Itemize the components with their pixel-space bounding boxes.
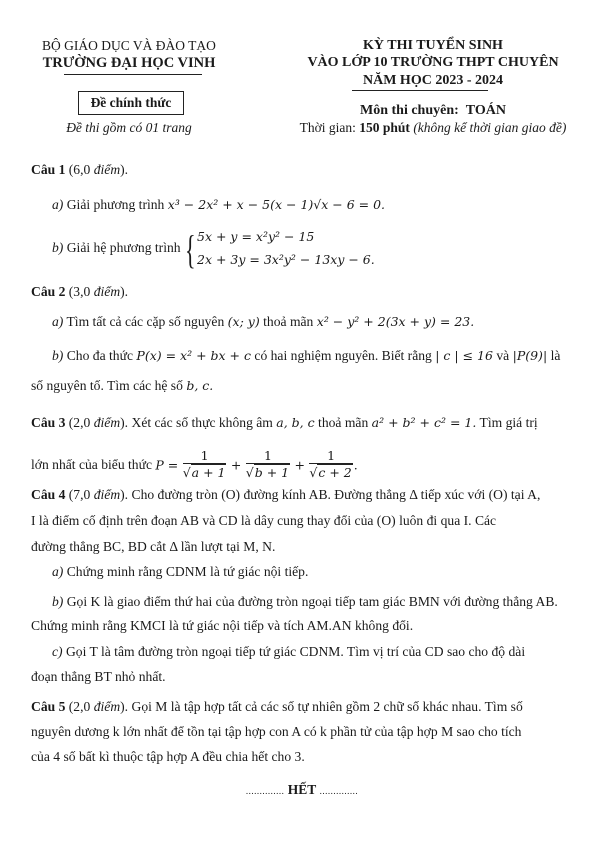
time-note: (không kể thời gian giao đề) xyxy=(413,120,567,135)
q3-vars: a, b, c xyxy=(276,415,315,430)
university-name: TRƯỜNG ĐẠI HỌC VINH xyxy=(42,55,216,71)
pages-note: Đề thi gồm có 01 trang xyxy=(66,120,192,135)
official-exam-badge: Đề chính thức xyxy=(78,91,184,115)
time-value: 150 phút xyxy=(359,120,410,135)
q3-line-2-text: lớn nhất của biểu thức xyxy=(31,457,153,472)
q4-part-c-line2: đoạn thẳng BT nhỏ nhất. xyxy=(31,669,166,684)
q5-line-1 xyxy=(31,699,523,715)
q1-points: (6,0 xyxy=(68,162,91,177)
q1-title: Câu 1 xyxy=(31,162,66,177)
q1-part-b xyxy=(52,240,181,256)
subject-line xyxy=(262,103,604,119)
q1a-equation: x³ − 2x² + x − 5(x − 1)√x − 6 = 0. xyxy=(167,197,386,212)
q4-part-a xyxy=(52,564,308,580)
q4-part-b xyxy=(52,594,558,610)
q1-part-a xyxy=(52,197,385,213)
q4-points-word: điểm xyxy=(93,487,121,502)
q5-points: (2,0 xyxy=(68,699,91,714)
q3-p-eq: P = xyxy=(155,457,179,473)
q2b-polynomial: P(x) = x² + bx + c xyxy=(136,348,251,363)
q2a-text-2: thoả mãn xyxy=(263,314,314,329)
q3-frac-2-num: 1 xyxy=(246,448,290,464)
exam-subtitle: VÀO LỚP 10 TRƯỜNG THPT CHUYÊN xyxy=(307,55,559,70)
q4b-line-1: Gọi K là giao điểm thứ hai của đường tròn ngoại tiếp tam giác BMN với đường thẳng AB. xyxy=(66,594,558,609)
q5-points-end: ). xyxy=(120,699,129,714)
q3-frac-2-den: b + 1 xyxy=(254,465,290,480)
ministry-name: BỘ GIÁO DỤC VÀ ĐÀO TẠO xyxy=(42,38,216,53)
q2b-is: là xyxy=(550,348,561,363)
end-dashes-right: .............. xyxy=(319,786,359,796)
q3-plus-1: + xyxy=(230,457,242,473)
school-year: NĂM HỌC 2023 - 2024 xyxy=(363,73,503,88)
q2b-label: b) xyxy=(52,348,64,363)
q3-text-1: Xét các số thực không âm xyxy=(131,415,273,430)
end-dashes-left: .............. xyxy=(245,786,285,796)
q2-title: Câu 2 xyxy=(31,284,66,299)
q5-title: Câu 5 xyxy=(31,699,66,714)
q2a-pair: (x; y) xyxy=(227,314,260,329)
q3-text-2: thoả mãn xyxy=(318,415,369,430)
subject-label: Môn thi chuyên: xyxy=(360,103,459,118)
q2a-equation: x² − y² + 2(3x + y) = 23. xyxy=(316,314,475,329)
q4-title: Câu 4 xyxy=(31,487,66,502)
q2b-p9: |P(9)| xyxy=(512,348,548,363)
subject-name: TOÁN xyxy=(465,103,506,118)
q3-plus-2: + xyxy=(294,457,306,473)
q1b-label: b) xyxy=(52,240,64,255)
q3-title: Câu 3 xyxy=(31,415,66,430)
q3-condition: a² + b² + c² = 1. xyxy=(371,415,477,430)
q5-line-2: nguyên dương k lớn nhất để tồn tại tập hợp con A có k phần tử của tập hợp M sao cho tích xyxy=(31,724,522,739)
q3-points-word: điểm xyxy=(93,415,121,430)
q4-line-1 xyxy=(31,487,540,503)
q3-fraction-1: $\frac{1}{√a + 1}$ xyxy=(182,448,226,480)
school-year-underline xyxy=(352,90,488,91)
q1-points-word: điểm xyxy=(93,162,121,177)
q3-end: . xyxy=(353,457,358,473)
end-label: HẾT xyxy=(287,782,317,797)
q3-fraction-3: $\frac{1}{√c + 2}$ xyxy=(309,448,352,480)
q4c-label: c) xyxy=(52,644,63,659)
q1b-equation-2: 2x + 3y = 3x²y² − 13xy − 6. xyxy=(197,252,375,267)
q4-part-b-line2: Chứng minh rằng KMCI là tứ giác nội tiếp và tích AM.AN không đổi. xyxy=(31,618,414,633)
q3-fraction-2: $\frac{1}{√b + 1}$ xyxy=(245,448,290,480)
q5-line-3: của 4 số bất kì thuộc tập hợp A đều chia hết cho 3. xyxy=(31,749,305,764)
q4-part-c xyxy=(52,644,525,660)
q3-points: (2,0 xyxy=(68,415,91,430)
q4-line-3: đường thẳng BC, BD cắt Δ lần lượt tại M, N. xyxy=(31,539,276,554)
time-label: Thời gian: xyxy=(299,120,356,135)
q2-points-end: ). xyxy=(120,284,129,299)
q2-heading xyxy=(31,284,128,300)
q2-points-word: điểm xyxy=(93,284,121,299)
q3-frac-3-num: 1 xyxy=(309,448,352,464)
q3-line-1 xyxy=(31,415,538,431)
q3-points-end: ). xyxy=(120,415,129,430)
q2b-condition: | c | ≤ 16 xyxy=(435,348,493,363)
q3-frac-1-den: a + 1 xyxy=(191,465,226,480)
q2a-text-1: Tìm tất cả các cặp số nguyên xyxy=(66,314,225,329)
q4a-text: Chứng minh rằng CDNM là tứ giác nội tiếp. xyxy=(66,564,309,579)
q2a-label: a) xyxy=(52,314,64,329)
q4-line-2: I là điểm cố định trên đoạn AB và CD là dây cung thay đổi của (O) luôn đi qua I. Các xyxy=(31,513,497,528)
q1b-equation-1: 5x + y = x²y² − 15 xyxy=(197,229,315,244)
q2b-text-2: có hai nghiệm nguyên. Biết rằng xyxy=(254,348,432,363)
q2-points: (3,0 xyxy=(68,284,91,299)
q4b-label: b) xyxy=(52,594,64,609)
q2b-text-1: Cho đa thức xyxy=(66,348,133,363)
q1a-text: Giải phương trình xyxy=(66,197,165,212)
q3-frac-1-num: 1 xyxy=(183,448,227,464)
university-underline xyxy=(64,74,202,75)
q2b-and: và xyxy=(496,348,510,363)
q4c-line-1: Gọi T là tâm đường tròn ngoại tiếp tứ giác CDNM. Tìm vị trí của CD sao cho độ dài xyxy=(65,644,526,659)
q3-line-2 xyxy=(31,448,358,482)
q2-part-a xyxy=(52,314,474,330)
q4-points-end: ). xyxy=(120,487,129,502)
time-line xyxy=(262,120,604,136)
q3-frac-3-den: c + 2 xyxy=(318,465,352,480)
q2b-coefficients: b, c. xyxy=(186,378,214,393)
q2-part-b-line2 xyxy=(31,378,213,394)
q3-text-3: Tìm giá trị xyxy=(479,415,538,430)
q4-points: (7,0 xyxy=(68,487,91,502)
exam-title: KỲ THI TUYỂN SINH xyxy=(363,38,503,53)
q1-heading xyxy=(31,162,128,178)
q4a-label: a) xyxy=(52,564,64,579)
q1b-text: Giải hệ phương trình xyxy=(66,240,181,255)
q1-points-end: ). xyxy=(120,162,129,177)
system-brace: { xyxy=(185,227,196,272)
q5-points-word: điểm xyxy=(93,699,121,714)
q2b-line-2: số nguyên tố. Tìm các hệ số xyxy=(31,378,183,393)
q1a-label: a) xyxy=(52,197,64,212)
q4-line-1-text: Cho đường tròn (O) đường kính AB. Đường thẳng Δ tiếp xúc với (O) tại A, xyxy=(131,487,541,502)
end-marker xyxy=(0,782,604,798)
q5-line-1-text: Gọi M là tập hợp tất cả các số tự nhiên gồm 2 chữ số khác nhau. Tìm số xyxy=(131,699,523,714)
q2-part-b xyxy=(52,348,560,364)
